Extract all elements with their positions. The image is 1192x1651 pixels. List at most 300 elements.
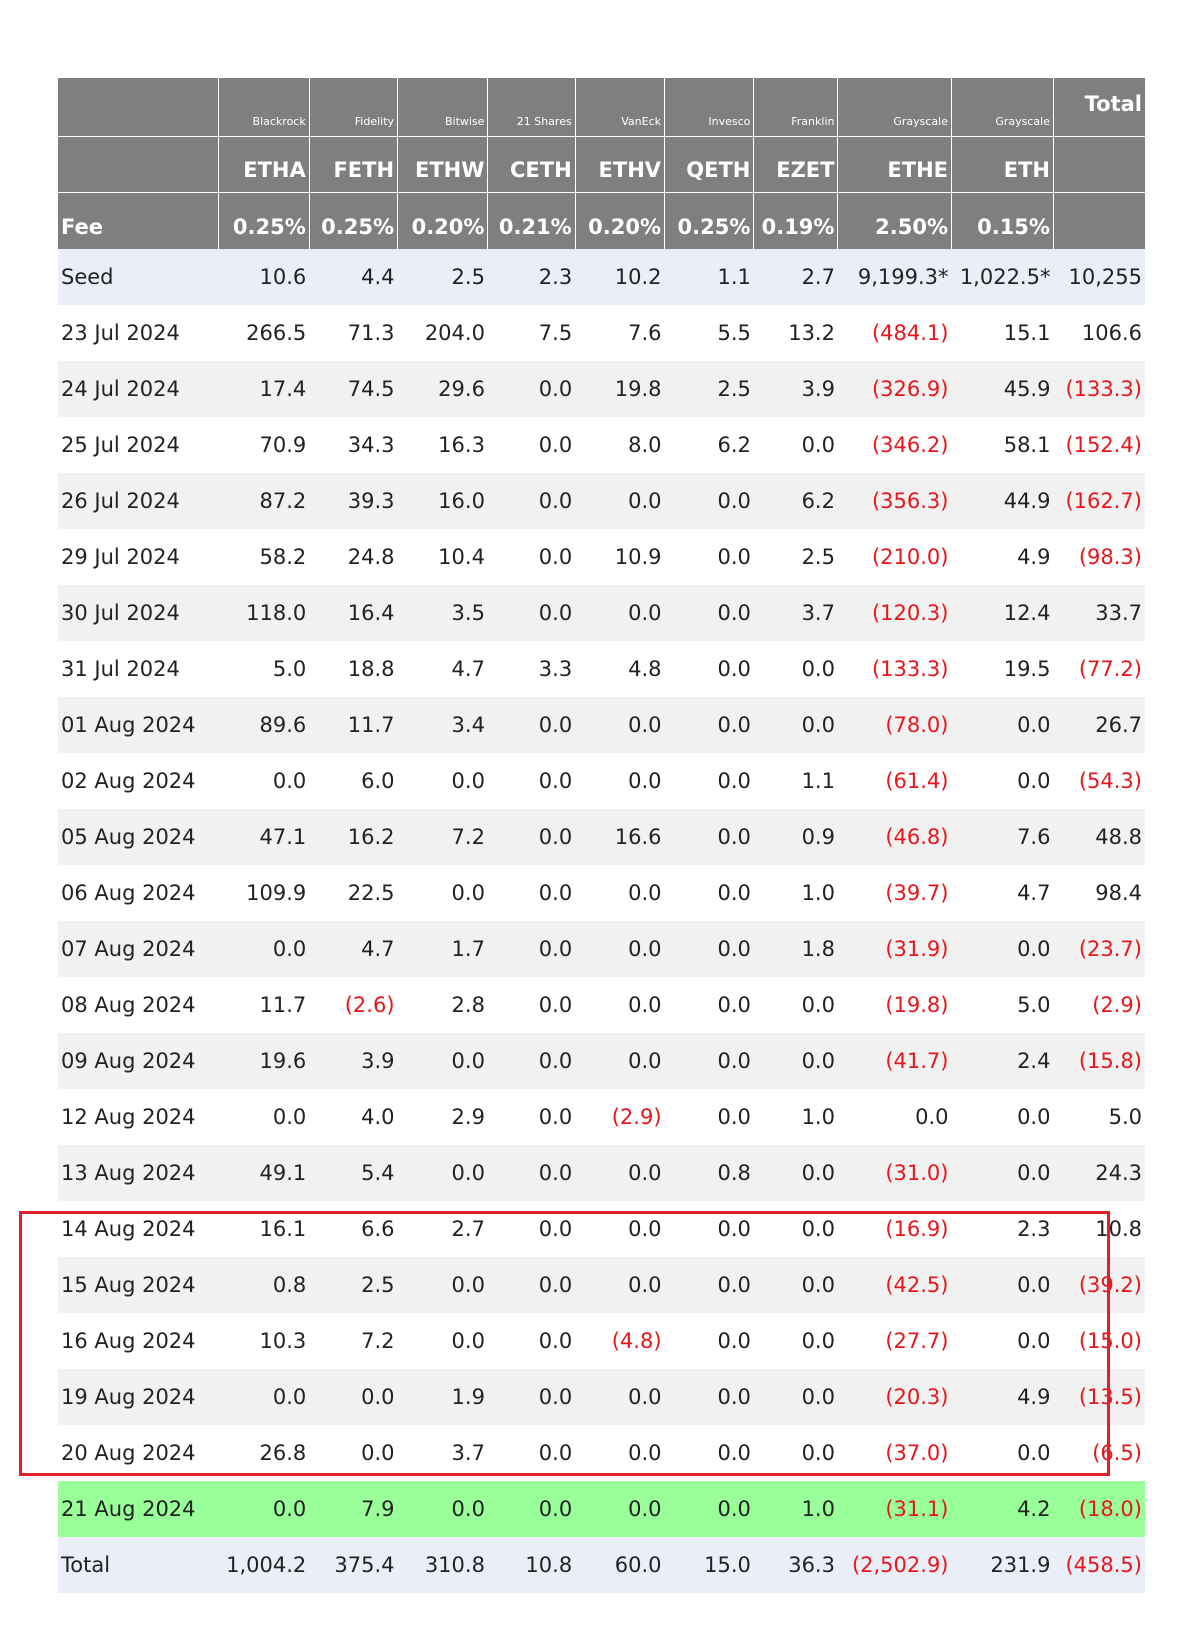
- issuer-cell: Fidelity: [309, 78, 397, 136]
- flow-cell: 0.0: [754, 1369, 838, 1425]
- flow-cell: (37.0): [838, 1425, 952, 1481]
- flow-cell: 0.0: [488, 1425, 575, 1481]
- table-row: [58, 697, 1145, 753]
- flow-cell: 0.0: [219, 1089, 309, 1145]
- flow-cell: 0.0: [575, 585, 664, 641]
- flow-cell: 1.0: [754, 1089, 838, 1145]
- total-row: [58, 1537, 1145, 1593]
- flow-cell: 16.6: [575, 809, 664, 865]
- flow-cell: 15.1: [952, 305, 1054, 361]
- flow-cell: 0.0: [665, 585, 754, 641]
- flow-cell: 19.5: [952, 641, 1054, 697]
- row-total-cell: 48.8: [1053, 809, 1145, 865]
- flow-cell: 3.4: [398, 697, 488, 753]
- row-label: 09 Aug 2024: [58, 1033, 219, 1089]
- flow-cell: 89.6: [219, 697, 309, 753]
- flow-cell: 0.0: [838, 1089, 952, 1145]
- row-label: 16 Aug 2024: [58, 1313, 219, 1369]
- flow-cell: 36.3: [754, 1537, 838, 1593]
- flow-cell: (346.2): [838, 417, 952, 473]
- flow-cell: 3.7: [754, 585, 838, 641]
- flow-cell: 0.0: [952, 1089, 1054, 1145]
- flow-cell: 3.9: [309, 1033, 397, 1089]
- row-total-cell: (13.5): [1053, 1369, 1145, 1425]
- ticker-cell: EZET: [754, 136, 838, 192]
- flow-cell: 0.0: [575, 921, 664, 977]
- row-total-cell: 5.0: [1053, 1089, 1145, 1145]
- table-row: [58, 585, 1145, 641]
- flow-cell: 8.0: [575, 417, 664, 473]
- flow-cell: 0.0: [665, 1033, 754, 1089]
- row-label: 21 Aug 2024: [58, 1481, 219, 1537]
- table-row: [58, 305, 1145, 361]
- flow-cell: 16.2: [309, 809, 397, 865]
- flow-cell: 0.0: [398, 1033, 488, 1089]
- flow-cell: (133.3): [838, 641, 952, 697]
- flow-cell: 0.0: [665, 865, 754, 921]
- row-label: 29 Jul 2024: [58, 529, 219, 585]
- flow-cell: 0.0: [488, 753, 575, 809]
- flow-cell: 24.8: [309, 529, 397, 585]
- ticker-cell: ETHV: [575, 136, 664, 192]
- row-total-cell: (2.9): [1053, 977, 1145, 1033]
- flow-cell: 0.0: [754, 1145, 838, 1201]
- flow-cell: 71.3: [309, 305, 397, 361]
- flow-cell: 4.2: [952, 1481, 1054, 1537]
- table-row: [58, 1481, 1145, 1537]
- fee-cell: 0.15%: [952, 192, 1054, 249]
- issuer-cell: Invesco: [665, 78, 754, 136]
- row-total-cell: (54.3): [1053, 753, 1145, 809]
- flow-cell: 0.0: [488, 1313, 575, 1369]
- flow-cell: (2.6): [309, 977, 397, 1033]
- flow-cell: 7.2: [398, 809, 488, 865]
- flow-cell: 0.0: [488, 1369, 575, 1425]
- flow-cell: 5.4: [309, 1145, 397, 1201]
- flow-cell: 15.0: [665, 1537, 754, 1593]
- flow-cell: 0.9: [754, 809, 838, 865]
- row-label: 15 Aug 2024: [58, 1257, 219, 1313]
- flow-cell: 2.4: [952, 1033, 1054, 1089]
- flow-cell: 10.2: [575, 249, 664, 305]
- flow-cell: 10.6: [219, 249, 309, 305]
- flow-cell: 0.0: [488, 1089, 575, 1145]
- header-blank-cell: [58, 136, 219, 192]
- flow-cell: 0.0: [575, 1257, 664, 1313]
- flow-cell: 0.0: [952, 697, 1054, 753]
- flow-cell: 58.2: [219, 529, 309, 585]
- flow-cell: 3.5: [398, 585, 488, 641]
- flow-cell: 7.5: [488, 305, 575, 361]
- flow-cell: 16.1: [219, 1201, 309, 1257]
- flow-cell: 0.0: [665, 753, 754, 809]
- flow-cell: 60.0: [575, 1537, 664, 1593]
- total-column-header: Total: [1053, 78, 1145, 136]
- flow-cell: (210.0): [838, 529, 952, 585]
- table-row: [58, 1257, 1145, 1313]
- flow-cell: 2.3: [488, 249, 575, 305]
- flow-cell: 4.9: [952, 529, 1054, 585]
- row-label: 30 Jul 2024: [58, 585, 219, 641]
- flow-cell: 0.0: [575, 473, 664, 529]
- flow-cell: 0.0: [488, 697, 575, 753]
- row-total-cell: (133.3): [1053, 361, 1145, 417]
- flow-cell: 0.0: [952, 1313, 1054, 1369]
- flow-cell: 44.9: [952, 473, 1054, 529]
- flow-cell: 16.4: [309, 585, 397, 641]
- flow-cell: 2.8: [398, 977, 488, 1033]
- flow-cell: (356.3): [838, 473, 952, 529]
- flow-cell: 6.0: [309, 753, 397, 809]
- flow-cell: 4.7: [398, 641, 488, 697]
- flow-cell: 3.9: [754, 361, 838, 417]
- row-total-cell: 10,255: [1053, 249, 1145, 305]
- flow-cell: 2.3: [952, 1201, 1054, 1257]
- table-row: [58, 417, 1145, 473]
- row-label: 24 Jul 2024: [58, 361, 219, 417]
- ticker-header-row: [58, 136, 1145, 192]
- fee-label: Fee: [58, 192, 219, 249]
- ticker-cell: ETHW: [398, 136, 488, 192]
- flow-cell: 0.0: [575, 1033, 664, 1089]
- ticker-cell: CETH: [488, 136, 575, 192]
- fee-cell: 2.50%: [838, 192, 952, 249]
- ticker-cell: QETH: [665, 136, 754, 192]
- flow-cell: 2.7: [754, 249, 838, 305]
- row-label: 14 Aug 2024: [58, 1201, 219, 1257]
- flow-cell: (120.3): [838, 585, 952, 641]
- table-row: [58, 361, 1145, 417]
- flow-cell: 0.0: [488, 1257, 575, 1313]
- flow-cell: 118.0: [219, 585, 309, 641]
- flow-cell: 0.0: [488, 977, 575, 1033]
- flow-cell: 2.9: [398, 1089, 488, 1145]
- flow-cell: 0.0: [488, 1201, 575, 1257]
- row-total-cell: (6.5): [1053, 1425, 1145, 1481]
- row-total-cell: (152.4): [1053, 417, 1145, 473]
- row-total-cell: (458.5): [1053, 1537, 1145, 1593]
- table-row: [58, 473, 1145, 529]
- flow-cell: (4.8): [575, 1313, 664, 1369]
- flow-cell: 7.6: [575, 305, 664, 361]
- row-label: Seed: [58, 249, 219, 305]
- flow-cell: 204.0: [398, 305, 488, 361]
- ticker-cell: ETHA: [219, 136, 309, 192]
- table-row: [58, 809, 1145, 865]
- flow-cell: 310.8: [398, 1537, 488, 1593]
- ticker-cell: ETHE: [838, 136, 952, 192]
- flow-cell: 0.0: [488, 529, 575, 585]
- flow-cell: (31.0): [838, 1145, 952, 1201]
- flow-cell: 0.0: [952, 1145, 1054, 1201]
- row-total-cell: (39.2): [1053, 1257, 1145, 1313]
- table-row: [58, 1425, 1145, 1481]
- row-label: 05 Aug 2024: [58, 809, 219, 865]
- table-row: [58, 1033, 1145, 1089]
- flow-cell: 0.0: [665, 697, 754, 753]
- flow-cell: 10.8: [488, 1537, 575, 1593]
- flow-cell: 0.0: [219, 1369, 309, 1425]
- flow-cell: 70.9: [219, 417, 309, 473]
- flow-cell: 0.0: [398, 1145, 488, 1201]
- issuer-header-row: [58, 78, 1145, 136]
- issuer-cell: VanEck: [575, 78, 664, 136]
- table-row: [58, 865, 1145, 921]
- flow-cell: 0.0: [754, 417, 838, 473]
- flow-cell: 12.4: [952, 585, 1054, 641]
- row-total-cell: (15.8): [1053, 1033, 1145, 1089]
- flow-cell: 0.0: [754, 977, 838, 1033]
- flow-cell: 0.0: [575, 1145, 664, 1201]
- flow-cell: 0.0: [575, 865, 664, 921]
- fee-cell: 0.19%: [754, 192, 838, 249]
- flow-cell: (27.7): [838, 1313, 952, 1369]
- table-row: [58, 1089, 1145, 1145]
- flow-cell: 4.0: [309, 1089, 397, 1145]
- flow-cell: 0.0: [665, 1425, 754, 1481]
- flow-cell: 6.2: [754, 473, 838, 529]
- issuer-cell: Grayscale: [838, 78, 952, 136]
- row-label: 20 Aug 2024: [58, 1425, 219, 1481]
- flow-cell: 0.0: [219, 1481, 309, 1537]
- flow-cell: 3.7: [398, 1425, 488, 1481]
- flow-cell: 4.9: [952, 1369, 1054, 1425]
- fee-cell: 0.25%: [665, 192, 754, 249]
- flow-cell: 0.0: [665, 473, 754, 529]
- row-total-cell: (77.2): [1053, 641, 1145, 697]
- row-label: 23 Jul 2024: [58, 305, 219, 361]
- flow-cell: 0.0: [952, 921, 1054, 977]
- flow-cell: 7.6: [952, 809, 1054, 865]
- fee-cell: 0.20%: [575, 192, 664, 249]
- flow-cell: 29.6: [398, 361, 488, 417]
- issuer-cell: 21 Shares: [488, 78, 575, 136]
- table-row: [58, 753, 1145, 809]
- flow-cell: 5.5: [665, 305, 754, 361]
- flow-cell: 0.0: [398, 865, 488, 921]
- flow-cell: 109.9: [219, 865, 309, 921]
- etf-flows-table: [58, 78, 1145, 1593]
- flow-cell: 22.5: [309, 865, 397, 921]
- flow-cell: 0.0: [219, 753, 309, 809]
- flow-cell: 19.8: [575, 361, 664, 417]
- flow-cell: 1,022.5*: [952, 249, 1054, 305]
- seed-row: [58, 249, 1145, 305]
- flow-cell: (2,502.9): [838, 1537, 952, 1593]
- row-label: 07 Aug 2024: [58, 921, 219, 977]
- flow-cell: 0.0: [575, 1425, 664, 1481]
- row-total-cell: (98.3): [1053, 529, 1145, 585]
- row-total-cell: 98.4: [1053, 865, 1145, 921]
- flow-cell: 4.4: [309, 249, 397, 305]
- flow-cell: 6.2: [665, 417, 754, 473]
- flow-cell: 45.9: [952, 361, 1054, 417]
- flow-cell: 74.5: [309, 361, 397, 417]
- flow-cell: 0.0: [952, 1257, 1054, 1313]
- flow-cell: 3.3: [488, 641, 575, 697]
- row-label: 25 Jul 2024: [58, 417, 219, 473]
- row-label: 02 Aug 2024: [58, 753, 219, 809]
- issuer-cell: Grayscale: [952, 78, 1054, 136]
- flow-cell: 0.0: [665, 1089, 754, 1145]
- flow-cell: 0.0: [488, 1481, 575, 1537]
- issuer-cell: Franklin: [754, 78, 838, 136]
- table-row: [58, 921, 1145, 977]
- flow-cell: 16.3: [398, 417, 488, 473]
- flow-cell: 0.0: [219, 921, 309, 977]
- table-row: [58, 1313, 1145, 1369]
- flow-cell: 0.0: [754, 1425, 838, 1481]
- flow-cell: 0.0: [488, 473, 575, 529]
- flow-cell: 39.3: [309, 473, 397, 529]
- ticker-cell: FETH: [309, 136, 397, 192]
- fee-cell: 0.20%: [398, 192, 488, 249]
- flow-cell: 0.0: [665, 809, 754, 865]
- row-total-cell: 26.7: [1053, 697, 1145, 753]
- flow-cell: (16.9): [838, 1201, 952, 1257]
- flow-cell: 9,199.3*: [838, 249, 952, 305]
- flow-cell: 1.7: [398, 921, 488, 977]
- header-blank-cell: [1053, 136, 1145, 192]
- table-row: [58, 1145, 1145, 1201]
- flow-cell: 0.0: [665, 977, 754, 1033]
- header-blank-cell: [1053, 192, 1145, 249]
- flow-cell: 0.0: [488, 585, 575, 641]
- flow-cell: (2.9): [575, 1089, 664, 1145]
- flow-cell: 0.0: [398, 1481, 488, 1537]
- table-row: [58, 641, 1145, 697]
- flow-cell: 47.1: [219, 809, 309, 865]
- flow-cell: 2.5: [754, 529, 838, 585]
- flow-cell: 0.0: [754, 1257, 838, 1313]
- flow-cell: 0.0: [575, 1369, 664, 1425]
- flow-cell: 0.0: [488, 809, 575, 865]
- table-row: [58, 1201, 1145, 1257]
- flow-cell: 26.8: [219, 1425, 309, 1481]
- flow-cell: 58.1: [952, 417, 1054, 473]
- flow-cell: 0.0: [665, 641, 754, 697]
- fee-header-row: [58, 192, 1145, 249]
- flow-cell: 0.0: [488, 417, 575, 473]
- flow-cell: 4.7: [952, 865, 1054, 921]
- row-total-cell: 24.3: [1053, 1145, 1145, 1201]
- issuer-cell: Bitwise: [398, 78, 488, 136]
- row-label: 13 Aug 2024: [58, 1145, 219, 1201]
- flow-cell: 1.9: [398, 1369, 488, 1425]
- flow-cell: 0.0: [754, 697, 838, 753]
- flow-cell: (61.4): [838, 753, 952, 809]
- flow-cell: 0.0: [488, 361, 575, 417]
- row-label: 01 Aug 2024: [58, 697, 219, 753]
- flow-cell: 0.0: [754, 641, 838, 697]
- flow-cell: 34.3: [309, 417, 397, 473]
- flow-cell: 0.0: [398, 753, 488, 809]
- flow-cell: 0.0: [488, 1033, 575, 1089]
- fee-cell: 0.21%: [488, 192, 575, 249]
- flow-cell: 0.0: [309, 1369, 397, 1425]
- flow-cell: 2.5: [398, 249, 488, 305]
- issuer-cell: Blackrock: [219, 78, 309, 136]
- flow-cell: 19.6: [219, 1033, 309, 1089]
- row-total-cell: (162.7): [1053, 473, 1145, 529]
- flow-cell: 0.0: [575, 753, 664, 809]
- flow-cell: 49.1: [219, 1145, 309, 1201]
- flow-cell: 1.1: [754, 753, 838, 809]
- flow-cell: 7.2: [309, 1313, 397, 1369]
- flow-cell: 0.0: [665, 1369, 754, 1425]
- fee-cell: 0.25%: [309, 192, 397, 249]
- flow-cell: 16.0: [398, 473, 488, 529]
- flow-cell: (19.8): [838, 977, 952, 1033]
- flow-cell: (41.7): [838, 1033, 952, 1089]
- flow-cell: 11.7: [309, 697, 397, 753]
- row-label: Total: [58, 1537, 219, 1593]
- row-label: 26 Jul 2024: [58, 473, 219, 529]
- flow-cell: (39.7): [838, 865, 952, 921]
- flow-cell: 1.0: [754, 1481, 838, 1537]
- flow-cell: (20.3): [838, 1369, 952, 1425]
- flow-cell: 0.0: [575, 697, 664, 753]
- flow-cell: 0.0: [575, 1201, 664, 1257]
- flow-cell: 0.0: [309, 1425, 397, 1481]
- flow-cell: (46.8): [838, 809, 952, 865]
- flow-cell: 0.0: [754, 1033, 838, 1089]
- row-label: 31 Jul 2024: [58, 641, 219, 697]
- flow-cell: 0.0: [575, 977, 664, 1033]
- flow-cell: 0.8: [219, 1257, 309, 1313]
- flow-cell: 0.0: [488, 1145, 575, 1201]
- flow-cell: (484.1): [838, 305, 952, 361]
- flow-cell: 0.0: [665, 1257, 754, 1313]
- flow-cell: 1.8: [754, 921, 838, 977]
- flow-cell: 10.4: [398, 529, 488, 585]
- flow-cell: 2.7: [398, 1201, 488, 1257]
- flow-cell: 0.0: [665, 1313, 754, 1369]
- row-label: 08 Aug 2024: [58, 977, 219, 1033]
- flow-cell: 0.0: [488, 865, 575, 921]
- row-total-cell: 106.6: [1053, 305, 1145, 361]
- flow-cell: (31.1): [838, 1481, 952, 1537]
- row-total-cell: (18.0): [1053, 1481, 1145, 1537]
- flow-cell: 0.0: [575, 1481, 664, 1537]
- flow-cell: 2.5: [665, 361, 754, 417]
- flow-cell: 0.0: [754, 1201, 838, 1257]
- flow-cell: 1.0: [754, 865, 838, 921]
- row-total-cell: 10.8: [1053, 1201, 1145, 1257]
- flow-cell: 0.8: [665, 1145, 754, 1201]
- fee-cell: 0.25%: [219, 192, 309, 249]
- flow-cell: 231.9: [952, 1537, 1054, 1593]
- flow-cell: 1,004.2: [219, 1537, 309, 1593]
- flow-cell: 5.0: [952, 977, 1054, 1033]
- flow-cell: (326.9): [838, 361, 952, 417]
- flow-cell: 0.0: [665, 921, 754, 977]
- flow-cell: 0.0: [665, 529, 754, 585]
- flow-cell: 375.4: [309, 1537, 397, 1593]
- flow-cell: 0.0: [952, 1425, 1054, 1481]
- row-total-cell: (23.7): [1053, 921, 1145, 977]
- flow-cell: 18.8: [309, 641, 397, 697]
- flow-cell: 0.0: [754, 1313, 838, 1369]
- flow-cell: 17.4: [219, 361, 309, 417]
- flow-cell: 87.2: [219, 473, 309, 529]
- flow-cell: (31.9): [838, 921, 952, 977]
- flow-cell: (78.0): [838, 697, 952, 753]
- table-row: [58, 1369, 1145, 1425]
- flow-cell: 0.0: [665, 1481, 754, 1537]
- row-total-cell: 33.7: [1053, 585, 1145, 641]
- flow-cell: 1.1: [665, 249, 754, 305]
